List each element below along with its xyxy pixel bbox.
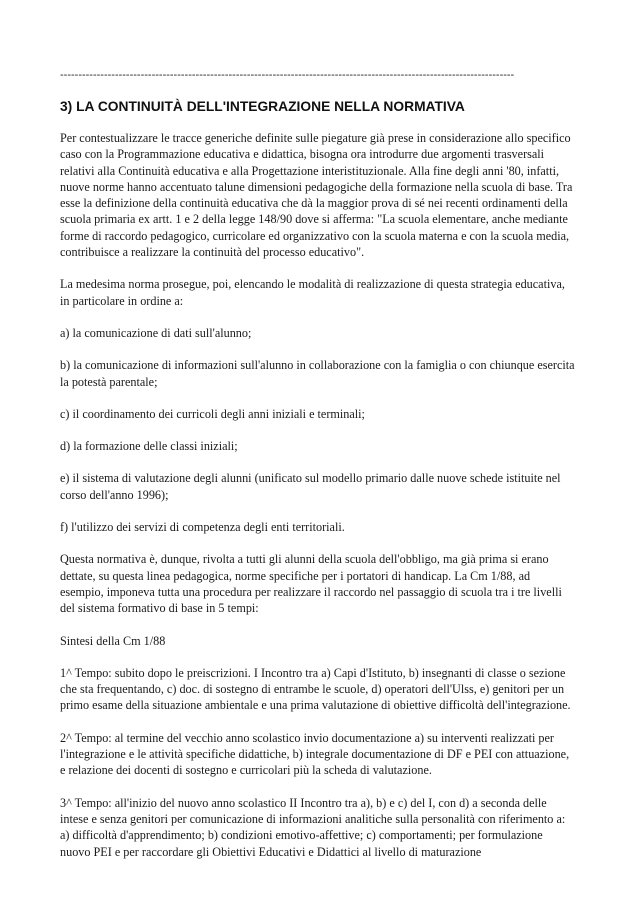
paragraph-tempo-3: 3^ Tempo: all'inizio del nuovo anno scolastico II Incontro tra a), b) e c) del I, con d) a seconda delle intese e senza genitori per comunicazione di informazioni analitiche sulla personalità con riferimento a: a) difficoltà d'apprendimento; b) condizioni emotivo-affettive; c) comportamenti; per formulazione nuovo PEI e per raccordare gli Obiettivi Educativi e Didattici al livello di maturazione [60, 795, 566, 859]
paragraph-norma-prosegue: La medesima norma prosegue, poi, elencando le modalità di realizzazione di questa strategia educativa, in particolare in ordine a: [60, 277, 565, 308]
list-item-e: e) il sistema di valutazione degli alunni (unificato sul modello primario dalle nuove schede istituite nel corso dell'anno 1996); [60, 471, 561, 502]
paragraph-sintesi-title: Sintesi della Cm 1/88 [60, 633, 166, 648]
dashed-separator: ---------------------------------------------------------------------------------------------------------------------------- [60, 69, 515, 81]
section-heading: 3) LA CONTINUITÀ DELL'INTEGRAZIONE NELLA NORMATIVA [60, 99, 465, 114]
paragraph-normativa: Questa normativa è, dunque, rivolta a tutti gli alunni della scuola dell'obbligo, ma già prima si erano dettate, su questa linea pedagogica, norme specifiche per i portatori di handicap. La Cm 1/88, ad esempio, imponeva tutta una procedura per realizzare il raccordo nel passaggio di scuola tra i tre livelli del sistema formativo di base in 5 tempi: [60, 552, 562, 616]
document-page [60, 68, 575, 876]
paragraph-tempo-2: 2^ Tempo: al termine del vecchio anno scolastico invio documentazione a) su interventi realizzati per l'integrazione e le attività specifiche didattiche, b) integrale documentazione di DF e PEI con attuazione, e relazione dei docenti di sostegno e curricolari più la scheda di valutazione. [60, 730, 570, 778]
list-item-a: a) la comunicazione di dati sull'alunno; [60, 325, 252, 340]
paragraph-tempo-1: 1^ Tempo: subito dopo le preiscrizioni. I Incontro tra a) Capi d'Istituto, b) insegnanti di classe o sezione che sta frequentando, c) doc. di sostegno di entrambe le scuole, d) operatori dell'Ulss, e) genitori per un primo esame della situazione ambientale e una prima valutazione di obiettive difficoltà dell'integrazione. [60, 665, 571, 713]
list-item-b: b) la comunicazione di informazioni sull'alunno in collaborazione con la famiglia o con chiunque esercita la potestà parentale; [60, 358, 575, 389]
list-item-c: c) il coordinamento dei curricoli degli anni iniziali e terminali; [60, 406, 365, 421]
list-item-f: f) l'utilizzo dei servizi di competenza degli enti territoriali. [60, 520, 345, 535]
paragraph-intro: Per contestualizzare le tracce generiche definite sulle piegature già prese in considerazione allo specifico caso con la Programmazione educativa e didattica, bisogna ora introdurre due argomenti trasversali relativi alla Continuità educativa e alla Progettazione interistituzionale. Alla fine degli anni '80, infatti, nuove norme hanno accentuato talune dimensioni pedagogiche della formazione nella scuola di base. Tra esse la definizione della continuità educativa che dà la maggior prova di sé nei recenti ordinamenti della scuola primaria ex artt. 1 e 2 della legge 148/90 dove si afferma: "La scuola elementare, anche mediante forme di raccordo pedagogico, curricolare ed organizzativo con la scuola materna e con la scuola media, contribuisce a realizzare la continuità del processo educativo". [60, 131, 573, 260]
list-item-d: d) la formazione delle classi iniziali; [60, 439, 238, 454]
